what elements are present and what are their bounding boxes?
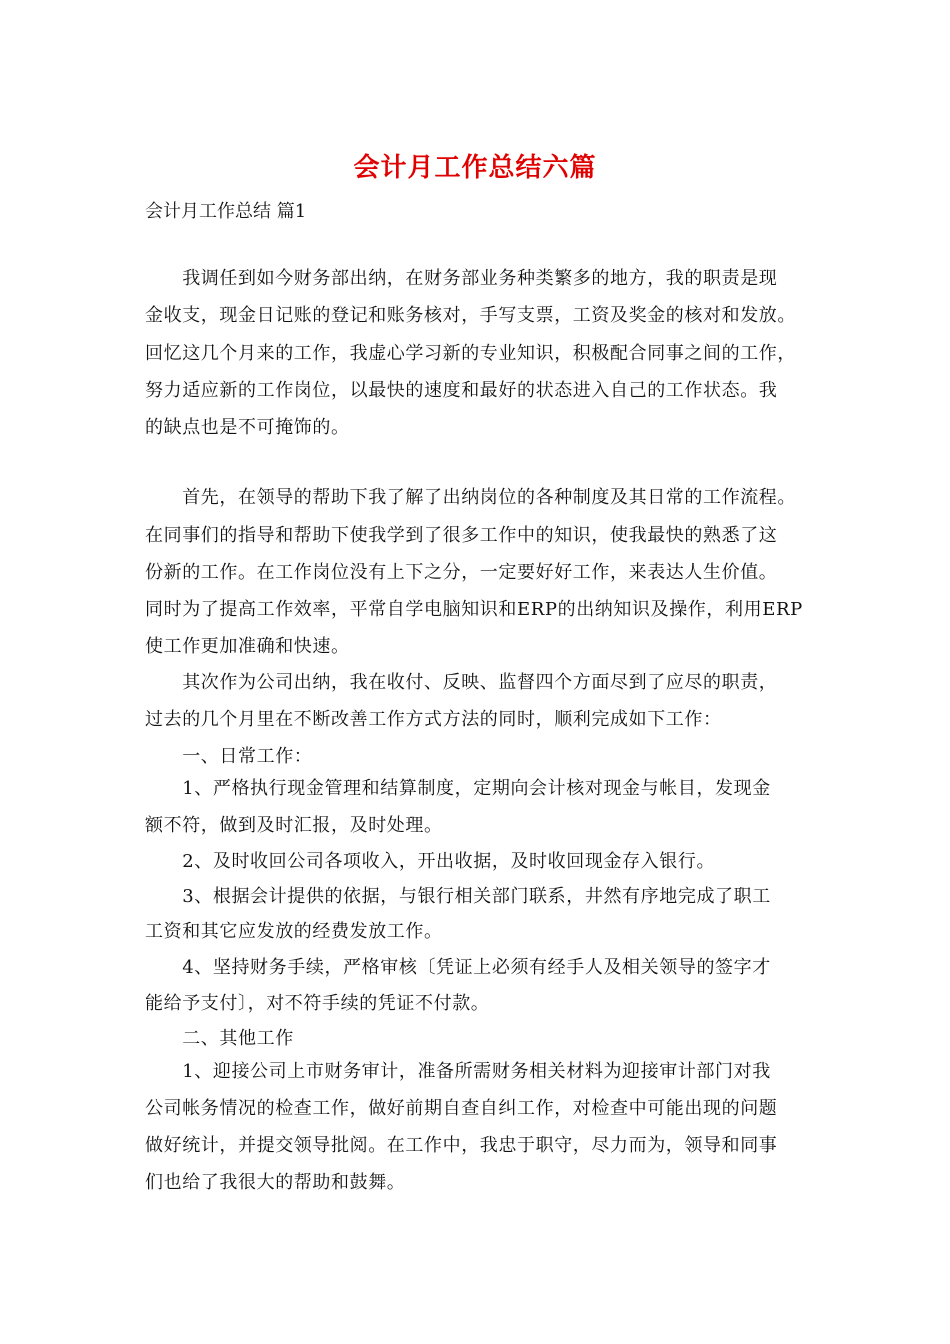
body-line: 一、日常工作： (145, 746, 313, 767)
body-line: 其次作为公司出纳，我在收付、反映、监督四个方面尽到了应尽的职责， (145, 672, 778, 693)
body-line: 公司帐务情况的检查工作，做好前期自查自纠工作，对检查中可能出现的问题 (145, 1098, 778, 1119)
body-line: 回忆这几个月来的工作，我虚心学习新的专业知识，积极配合同事之间的工作， (145, 343, 796, 364)
body-line: 同时为了提高工作效率，平常自学电脑知识和ERP的出纳知识及操作，利用ERP (145, 599, 803, 620)
document-title: 会计月工作总结六篇 (353, 153, 597, 183)
body-line: 3、根据会计提供的依据，与银行相关部门联系，井然有序地完成了职工 (145, 886, 771, 907)
body-line: 过去的几个月里在不断改善工作方式方法的同时，顺利完成如下工作： (145, 709, 722, 730)
body-line: 1、迎接公司上市财务审计，准备所需财务相关材料为迎接审计部门对我 (145, 1061, 771, 1082)
body-line: 首先，在领导的帮助下我了解了出纳岗位的各种制度及其日常的工作流程。 (145, 487, 796, 508)
body-line: 1、严格执行现金管理和结算制度，定期向会计核对现金与帐目，发现金 (145, 778, 771, 799)
body-line: 做好统计，并提交领导批阅。在工作中，我忠于职守，尽力而为，领导和同事 (145, 1135, 778, 1156)
body-line: 二、其他工作 (145, 1028, 294, 1049)
body-line: 工资和其它应发放的经费发放工作。 (145, 921, 443, 942)
body-line: 能给予支付〕，对不符手续的凭证不付款。 (145, 993, 490, 1014)
body-line: 份新的工作。在工作岗位没有上下之分，一定要好好工作，来表达人生价值。 (145, 562, 778, 583)
body-line: 4、坚持财务手续，严格审核〔凭证上必须有经手人及相关领导的签字才 (145, 957, 771, 978)
body-line: 我调任到如今财务部出纳，在财务部业务种类繁多的地方，我的职责是现 (145, 268, 778, 289)
body-line: 努力适应新的工作岗位，以最快的速度和最好的状态进入自己的工作状态。我 (145, 380, 778, 401)
body-line: 2、及时收回公司各项收入，开出收据，及时收回现金存入银行。 (145, 851, 716, 872)
body-line: 们也给了我很大的帮助和鼓舞。 (145, 1172, 406, 1193)
body-line: 额不符，做到及时汇报，及时处理。 (145, 815, 443, 836)
body-line: 的缺点也是不可掩饰的。 (145, 417, 350, 438)
body-line: 使工作更加准确和快速。 (145, 636, 350, 657)
section-heading: 会计月工作总结 篇1 (145, 201, 307, 222)
body-line: 金收支，现金日记账的登记和账务核对，手写支票，工资及奖金的核对和发放。 (145, 305, 796, 326)
body-line: 在同事们的指导和帮助下使我学到了很多工作中的知识，使我最快的熟悉了这 (145, 525, 778, 546)
